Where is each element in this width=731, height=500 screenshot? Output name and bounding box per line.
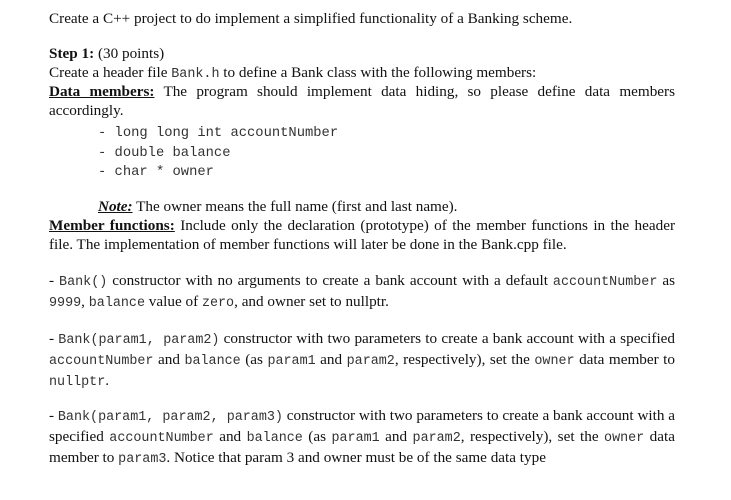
code-param2: param2: [346, 354, 395, 369]
data-members-paragraph: [49, 82, 675, 120]
text: and: [213, 428, 247, 445]
constructor-three-params: [49, 406, 675, 469]
step-points: (30 points): [94, 45, 165, 62]
code-param1: param1: [267, 354, 316, 369]
step-heading: [49, 44, 164, 63]
member-item: [98, 122, 338, 143]
text: and: [315, 351, 347, 368]
text: and: [379, 428, 413, 445]
code-owner: owner: [604, 431, 645, 446]
data-members-label: Data members:: [49, 83, 155, 100]
member-text: - double balance: [98, 146, 231, 161]
note-text: The owner means the full name (first and last name).: [132, 198, 458, 215]
text: (as: [240, 351, 268, 368]
intro-text-end: to define a Bank class with the following members:: [219, 64, 537, 81]
header-file-instruction: [49, 63, 536, 84]
text: value of: [145, 293, 202, 310]
data-members-text: The program should implement data hiding, so please define data members accordingly.: [49, 83, 675, 119]
text: , respectively), set the: [460, 428, 605, 445]
text: .: [105, 372, 110, 389]
step-label: Step 1:: [49, 45, 95, 62]
member-functions-text: Include only the declaration (prototype) of the member functions in the header file. The implementation of member functions will later be done in the Bank.cpp file.: [49, 217, 676, 253]
intro-text: Create a header file: [49, 64, 172, 81]
member-functions-label: Member functions:: [49, 217, 175, 234]
constructor-signature: Bank(param1, param2): [58, 333, 220, 348]
code-balance: balance: [88, 296, 145, 311]
code-param2: param2: [412, 431, 461, 446]
dash: -: [49, 330, 59, 347]
code-default-number: 9999: [49, 296, 82, 311]
text: as: [657, 272, 676, 289]
note-label: Note:: [98, 198, 133, 215]
code-param3: param3: [118, 452, 167, 467]
text: constructor with two parameters to create a bank account with a specified: [219, 330, 676, 347]
code-nullptr: nullptr: [49, 375, 106, 390]
text: , and owner set to nullptr.: [234, 293, 389, 310]
text: data member to: [574, 351, 675, 368]
text: , respectively), set the: [394, 351, 535, 368]
code-param1: param1: [331, 431, 380, 446]
constructor-two-params: [49, 329, 675, 392]
member-functions-paragraph: [49, 216, 675, 254]
constructor-signature: Bank(): [59, 275, 108, 290]
text: constructor with no arguments to create a bank account with a default: [107, 272, 553, 289]
code-accountNumber: accountNumber: [49, 354, 154, 369]
text: (as: [302, 428, 332, 445]
code-owner: owner: [534, 354, 575, 369]
code-balance: balance: [246, 431, 303, 446]
code-balance: balance: [184, 354, 241, 369]
dash: -: [49, 407, 58, 424]
member-text: - long long int accountNumber: [98, 126, 339, 141]
note: [98, 197, 457, 216]
member-text: - char * owner: [98, 165, 214, 180]
page-title: Create a C++ project to do implement a simplified functionality of a Banking scheme.: [49, 10, 573, 27]
text: ,: [81, 293, 89, 310]
text: and: [153, 351, 185, 368]
constructor-default: [49, 271, 675, 313]
member-item: [98, 161, 214, 182]
header-filename: Bank.h: [171, 67, 220, 82]
text: . Notice that param 3 and owner must be of the same data type: [166, 449, 546, 466]
code-accountNumber: accountNumber: [552, 275, 658, 290]
text: constructor with two parameters to create a bank account with a specified: [49, 407, 676, 445]
text: data member to: [49, 428, 675, 466]
code-zero: zero: [201, 296, 235, 311]
member-item: [98, 142, 230, 163]
constructor-signature: Bank(param1, param2, param3): [57, 410, 283, 425]
code-accountNumber: accountNumber: [109, 431, 214, 446]
dash: -: [49, 272, 60, 289]
